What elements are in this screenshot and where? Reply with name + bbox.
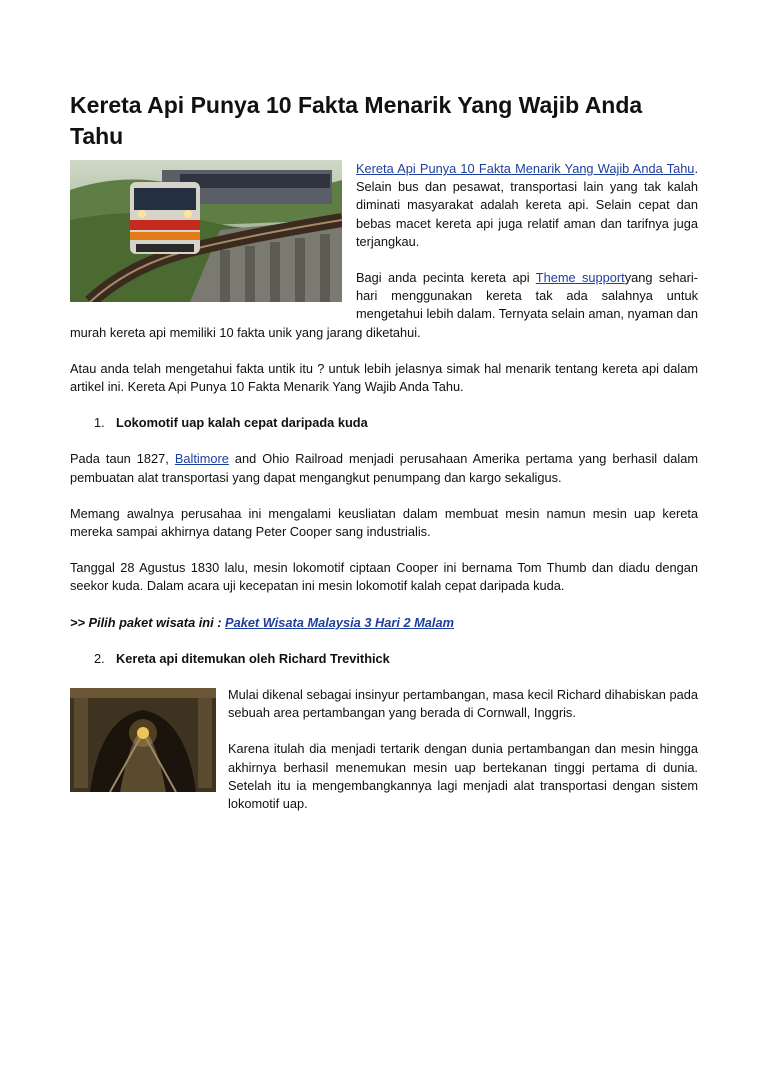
title-link[interactable]: Kereta Api Punya 10 Fakta Menarik Yang Wajib Anda Tahu	[356, 161, 695, 176]
list-item-2	[70, 650, 698, 668]
paragraph-3: Atau anda telah mengetahui fakta untik itu ? untuk lebih jelasnya simak hal menarik tentang kereta api dalam artikel ini. Kereta Api Punya 10 Fakta Menarik Yang Wajib Anda Tahu.	[70, 360, 698, 395]
promo-line	[70, 614, 698, 632]
paragraph-6: Tanggal 28 Agustus 1830 lalu, mesin lokomotif ciptaan Cooper ini bernama Tom Thumb dan diadu dengan seekor kuda. Dalam acara uji kecepatan ini mesin lokomotif kalah cepat daripada kuda.	[70, 560, 698, 594]
list-item-1	[70, 414, 698, 432]
theme-support-link[interactable]: Theme support	[535, 270, 625, 286]
list-number: 2.	[94, 650, 105, 666]
paragraph-8: Karena itulah dia menjadi tertarik dengan dunia pertambangan dan mesin hingga akhirnya berhasil menemukan mesin uap bertekanan tinggi pertama di dunia. Setelah itu ia mengembangkannya lagi menjadi alat transportasi dengan sistem lokomotif uap.	[228, 741, 698, 812]
paragraph-4-after: and Ohio Railroad menjadi perusahaan Amerika pertama yang berhasil dalam pembuatan alat transportasi yang dapat mengangkut penumpang dan kargo sekaligus.	[70, 451, 699, 485]
paragraph-2-after: yang sehari-hari menggunakan kereta tak ada salahnya untuk mengetahui lebih dalam. Ternyata selain aman, nyaman dan murah kereta api memiliki 10 fakta unik yang jarang diketahui.	[70, 270, 698, 340]
paragraph-4-before: Pada taun 1827,	[70, 451, 175, 467]
paragraph-5: Memang awalnya perusahaa ini mengalami keusliatan dalam membuat mesin namun mesin uap kereta mereka sampai akhirnya datang Peter Cooper sang industrialis.	[70, 505, 698, 540]
train-on-bridge-image	[70, 160, 342, 302]
paragraph-7: Mulai dikenal sebagai insinyur pertambangan, masa kecil Richard dihabiskan pada sebuah area pertambangan yang berada di Cornwall, Inggris.	[228, 687, 698, 721]
article	[70, 90, 698, 831]
article-title: Kereta Api Punya 10 Fakta Menarik Yang Wajib Anda Tahu	[70, 92, 643, 149]
baltimore-link[interactable]: Baltimore	[174, 451, 229, 467]
list-item-label: Lokomotif uap kalah cepat daripada kuda	[116, 415, 368, 431]
intro-text: . Selain bus dan pesawat, transportasi lain yang tak kalah diminati masyarakat adalah kereta api. Selain cepat dan bebas macet kereta api juga relatif aman dan tarifnya juga terjangkau.	[356, 161, 698, 249]
mine-tunnel-image	[70, 688, 216, 792]
promo-prefix: >> Pilih paket wisata ini :	[70, 614, 226, 630]
list-number: 1.	[94, 415, 105, 431]
paragraph-2-before: Bagi anda pecinta kereta api	[356, 270, 536, 286]
promo-link[interactable]: Paket Wisata Malaysia 3 Hari 2 Malam	[225, 614, 454, 630]
paragraph-4	[70, 450, 698, 486]
list-item-label: Kereta api ditemukan oleh Richard Trevithick	[116, 650, 390, 666]
